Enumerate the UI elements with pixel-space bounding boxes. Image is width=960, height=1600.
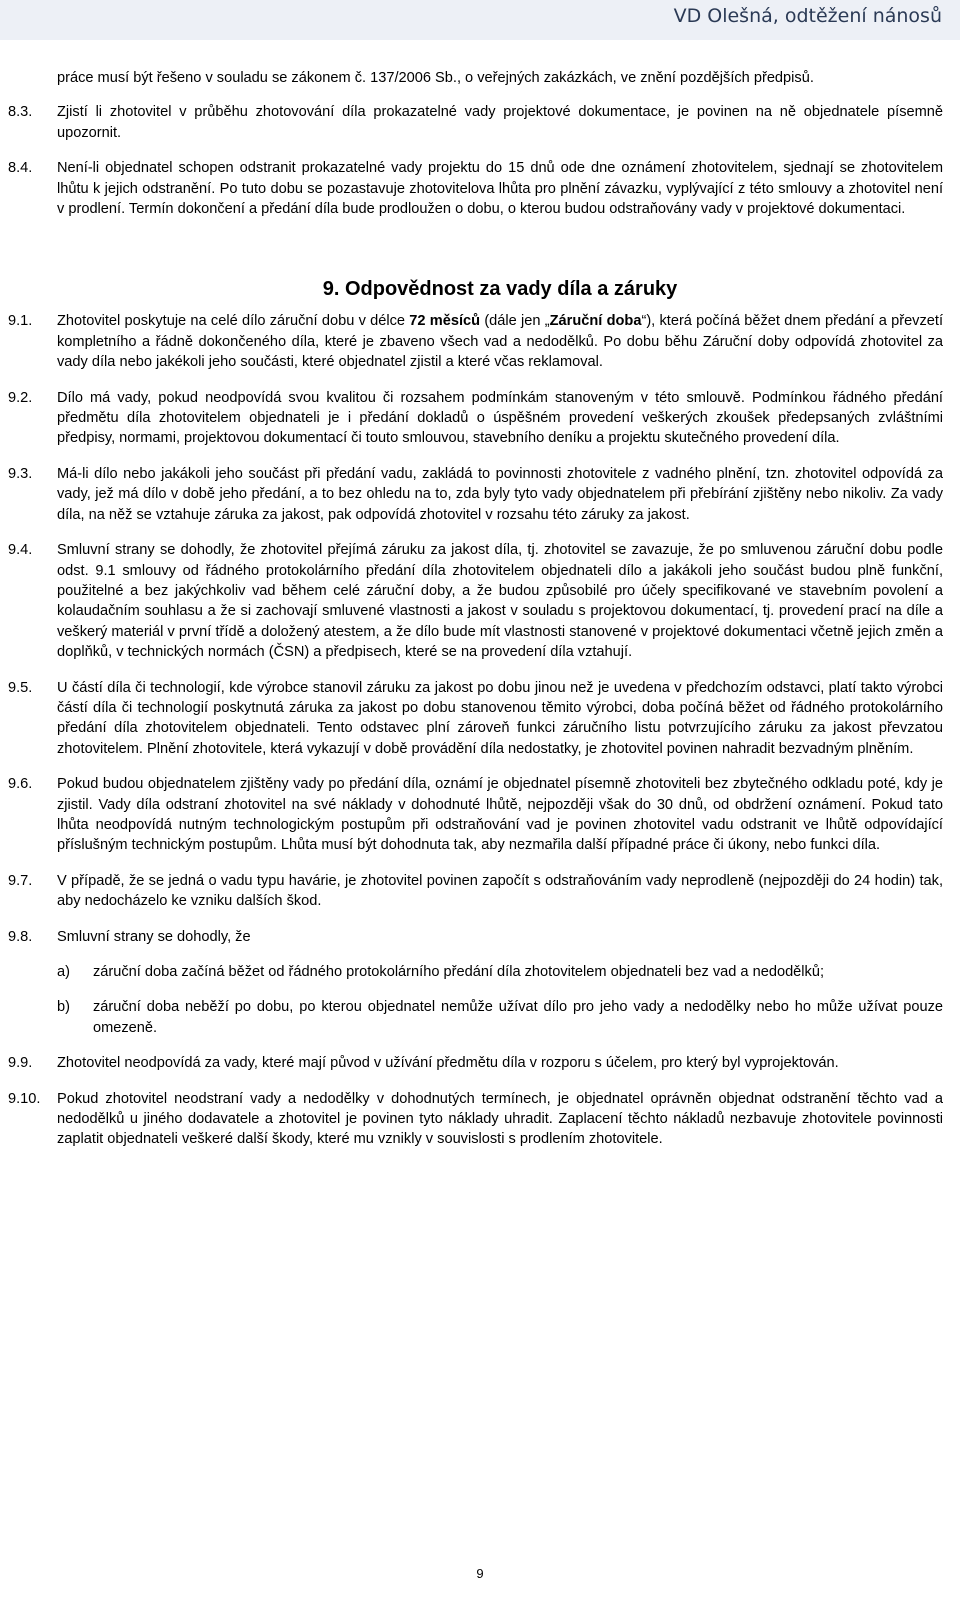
- paragraph-text: Pokud zhotovitel neodstraní vady a nedodělky v dohodnutých termínech, je objednatel oprávněn objednat odstranění těchto vad a nedodělků u jiného dodavatele a zhotovitel je povinen tyto náklady uhradit. Zaplacení těchto nákladů nezbavuje zhotovitele povinnosti zaplatit objednateli veškeré další škody, které mu vznikly v souvislosti s prodlením zhotovitele.: [57, 1090, 943, 1148]
- paragraph-text: Smluvní strany se dohodly, že: [57, 928, 251, 945]
- page-number: 9: [476, 1566, 484, 1581]
- warranty-period: 72 měsíců: [409, 313, 481, 330]
- paragraph-number: 9.8.: [8, 928, 33, 945]
- paragraph-text: práce musí být řešeno v souladu se zákonem č. 137/2006 Sb., o veřejných zakázkách, ve znění pozdějších předpisů.: [57, 70, 814, 86]
- paragraph-9-8: [0, 927, 960, 947]
- page-header: [0, 0, 960, 40]
- paragraph-number: 9.6.: [8, 776, 33, 793]
- paragraph-9-6: [0, 774, 960, 856]
- paragraph-9-2: [0, 388, 960, 449]
- paragraph-text: Zhotovitel poskytuje na celé dílo záruční dobu v délce 72 měsíců (dále jen „Záruční doba“), která počíná běžet dnem předání a převzetí kompletního a řádně dokončeného díla, které je zbaveno všech vad a nedodělků. Po dobu běhu Záruční doby odpovídá zhotovitel za vady díla nebo jakékoli jeho součásti, které objednatel zjistil a které včas reklamoval.: [57, 313, 944, 371]
- paragraph-number: 9.1.: [8, 313, 33, 330]
- paragraph-number: 9.10.: [8, 1090, 41, 1107]
- paragraph-text: U částí díla či technologií, kde výrobce stanovil záruku za jakost po dobu jinou než je uvedena v předchozím odstavci, platí takto výrobci částí díla či technologií poskytnutá záruka za jakost po dobu stanovenou těmito výrobci, doba počíná běžet od řádného protokolárního předání díla zhotovitelem objednateli. Tento odstavec plní zároveň funkci záručního listu potvrzujícího záruku za jakost převzatou zhotovitelem. Plnění zhotovitele, která vykazují v době provádění díla nedostatky, je zhotovitel povinen nahradit bezvadným plněním.: [57, 679, 943, 757]
- paragraph-9-10: [0, 1089, 960, 1150]
- paragraph-text: V případě, že se jedná o vadu typu havárie, je zhotovitel povinen započít s odstraňováním vady neprodleně (nejpozději do 24 hodin) tak, aby nedocházelo ke vzniku dalších škod.: [57, 872, 943, 910]
- paragraph-number: 8.3.: [8, 104, 33, 121]
- paragraph-number: 9.7.: [8, 872, 33, 889]
- header-title: VD Olešná, odtěžení nánosů: [673, 5, 942, 27]
- paragraph-number: 8.4.: [8, 160, 33, 177]
- paragraph-intro: [0, 68, 960, 88]
- paragraph-text: Dílo má vady, pokud neodpovídá svou kvalitou či rozsahem podmínkám stanoveným v této smlouvě. Podmínkou řádného předání předmětu díla zhotovitelem objednateli je i předání dokladů o úspěšném provedení veškerých zkoušek předepsaných zvláštními předpisy, normami, projektovou dokumentací či touto smlouvou, stavebního deníku a projektu skutečného provedení díla.: [57, 389, 943, 447]
- paragraph-text: Má-li dílo nebo jakákoli jeho součást při předání vadu, zakládá to povinnosti zhotovitele z vadného plnění, tzn. zhotovitel odpovídá za vady, jež má dílo v době jeho předání, a to bez ohledu na to, zda byly tyto vady objednatelem při přebírání zjištěny nebo nikoliv. Za vady díla, na něž se vztahuje záruka za jakost, pak odpovídá zhotovitel v rozsahu této záruky za jakost.: [57, 465, 943, 523]
- paragraph-number: 9.4.: [8, 542, 33, 559]
- paragraph-number: 9.5.: [8, 679, 33, 696]
- subitem-text: záruční doba neběží po dobu, po kterou objednatel nemůže užívat dílo pro jeho vady a nedodělky nebo ho může užívat pouze omezeně.: [93, 999, 943, 1036]
- section-heading: 9. Odpovědnost za vady díla a záruky: [322, 278, 678, 301]
- subitem-a: [0, 962, 960, 982]
- document-body: [0, 68, 960, 1150]
- paragraph-text: Zjistí li zhotovitel v průběhu zhotovování díla prokazatelné vady projektové dokumentace, je povinen na ně objednatele písemně upozornit.: [57, 104, 943, 141]
- paragraph-text: Zhotovitel neodpovídá za vady, které mají původ v užívání předmětu díla v rozporu s účelem, pro který byl vyprojektován.: [57, 1055, 839, 1072]
- subitem-b: [0, 997, 960, 1038]
- paragraph-9-7: [0, 871, 960, 912]
- paragraph-9-3: [0, 464, 960, 525]
- paragraph-text: Smluvní strany se dohodly, že zhotovitel přejímá záruku za jakost díla, tj. zhotovitel se zavazuje, že po smluvenou záruční dobu podle odst. 9.1 smlouvy od řádného protokolárního předání díla zhotovitelem objednateli dílo a jakákoli jeho součást budou plně funkční, použitelné a bez jakýchkoliv vad během celé záruční doby, a že budou způsobilé pro účely specifikované ve stavebním povolení a kolaudačním souhlasu a že si zachovají smluvené vlastnosti a jakost v souladu s projektovou dokumentací, tj. provedení prací na díle a veškerý materiál v první třídě a doložený atestem, a že dílo bude mít vlastnosti stanovené v projektové dokumentaci včetně jejich změn a doplňků, v technických normách (ČSN) a předpisech, které se na provedení díla vztahují.: [57, 542, 943, 661]
- paragraph-9-9: [0, 1053, 960, 1073]
- subitem-label: a): [57, 964, 70, 980]
- paragraph-number: 9.2.: [8, 389, 33, 406]
- paragraph-text: Pokud budou objednatelem zjištěny vady po předání díla, oznámí je objednatel písemně zhotoviteli bez zbytečného odkladu poté, kdy je zjistil. Vady díla odstraní zhotovitel na své náklady v dohodnuté lhůtě, nejpozději však do 30 dnů, od obdržení oznámení. Pokud tato lhůta neodpovídá nutným technologickým postupům při odstraňování vad je povinen zhotovitel vadu odstranit ve lhůtě odpovídající příslušným technickým postupům. Lhůta musí být dohodnuta tak, aby nezmařila další případné práce či úkony, nebo funkci díla.: [57, 776, 943, 854]
- subitem-label: b): [57, 999, 70, 1016]
- paragraph-9-1: [0, 311, 960, 372]
- paragraph-text: Není-li objednatel schopen odstranit prokazatelné vady projektu do 15 dnů ode dne oznámení zhotovitelem, sjednají se zhotovitelem lhůtu k jejich odstranění. Po tuto dobu se pozastavuje zhotovitelova lhůta pro plnění závazku, vyplývající z této smlouvy a zhotovitel není v prodlení. Termín dokončení a předání díla bude prodloužen o dobu, o kterou budou odstraňovány vady v projektové dokumentaci.: [57, 160, 943, 218]
- warranty-term: Záruční doba: [549, 313, 642, 330]
- paragraph-8-4: [0, 158, 960, 219]
- paragraph-number: 9.3.: [8, 465, 33, 482]
- paragraph-number: 9.9.: [8, 1055, 33, 1072]
- paragraph-9-5: [0, 678, 960, 760]
- subitem-text: záruční doba začíná běžet od řádného protokolárního předání díla zhotovitelem objednateli bez vad a nedodělků;: [93, 964, 825, 980]
- paragraph-9-4: [0, 540, 960, 662]
- paragraph-8-3: [0, 102, 960, 143]
